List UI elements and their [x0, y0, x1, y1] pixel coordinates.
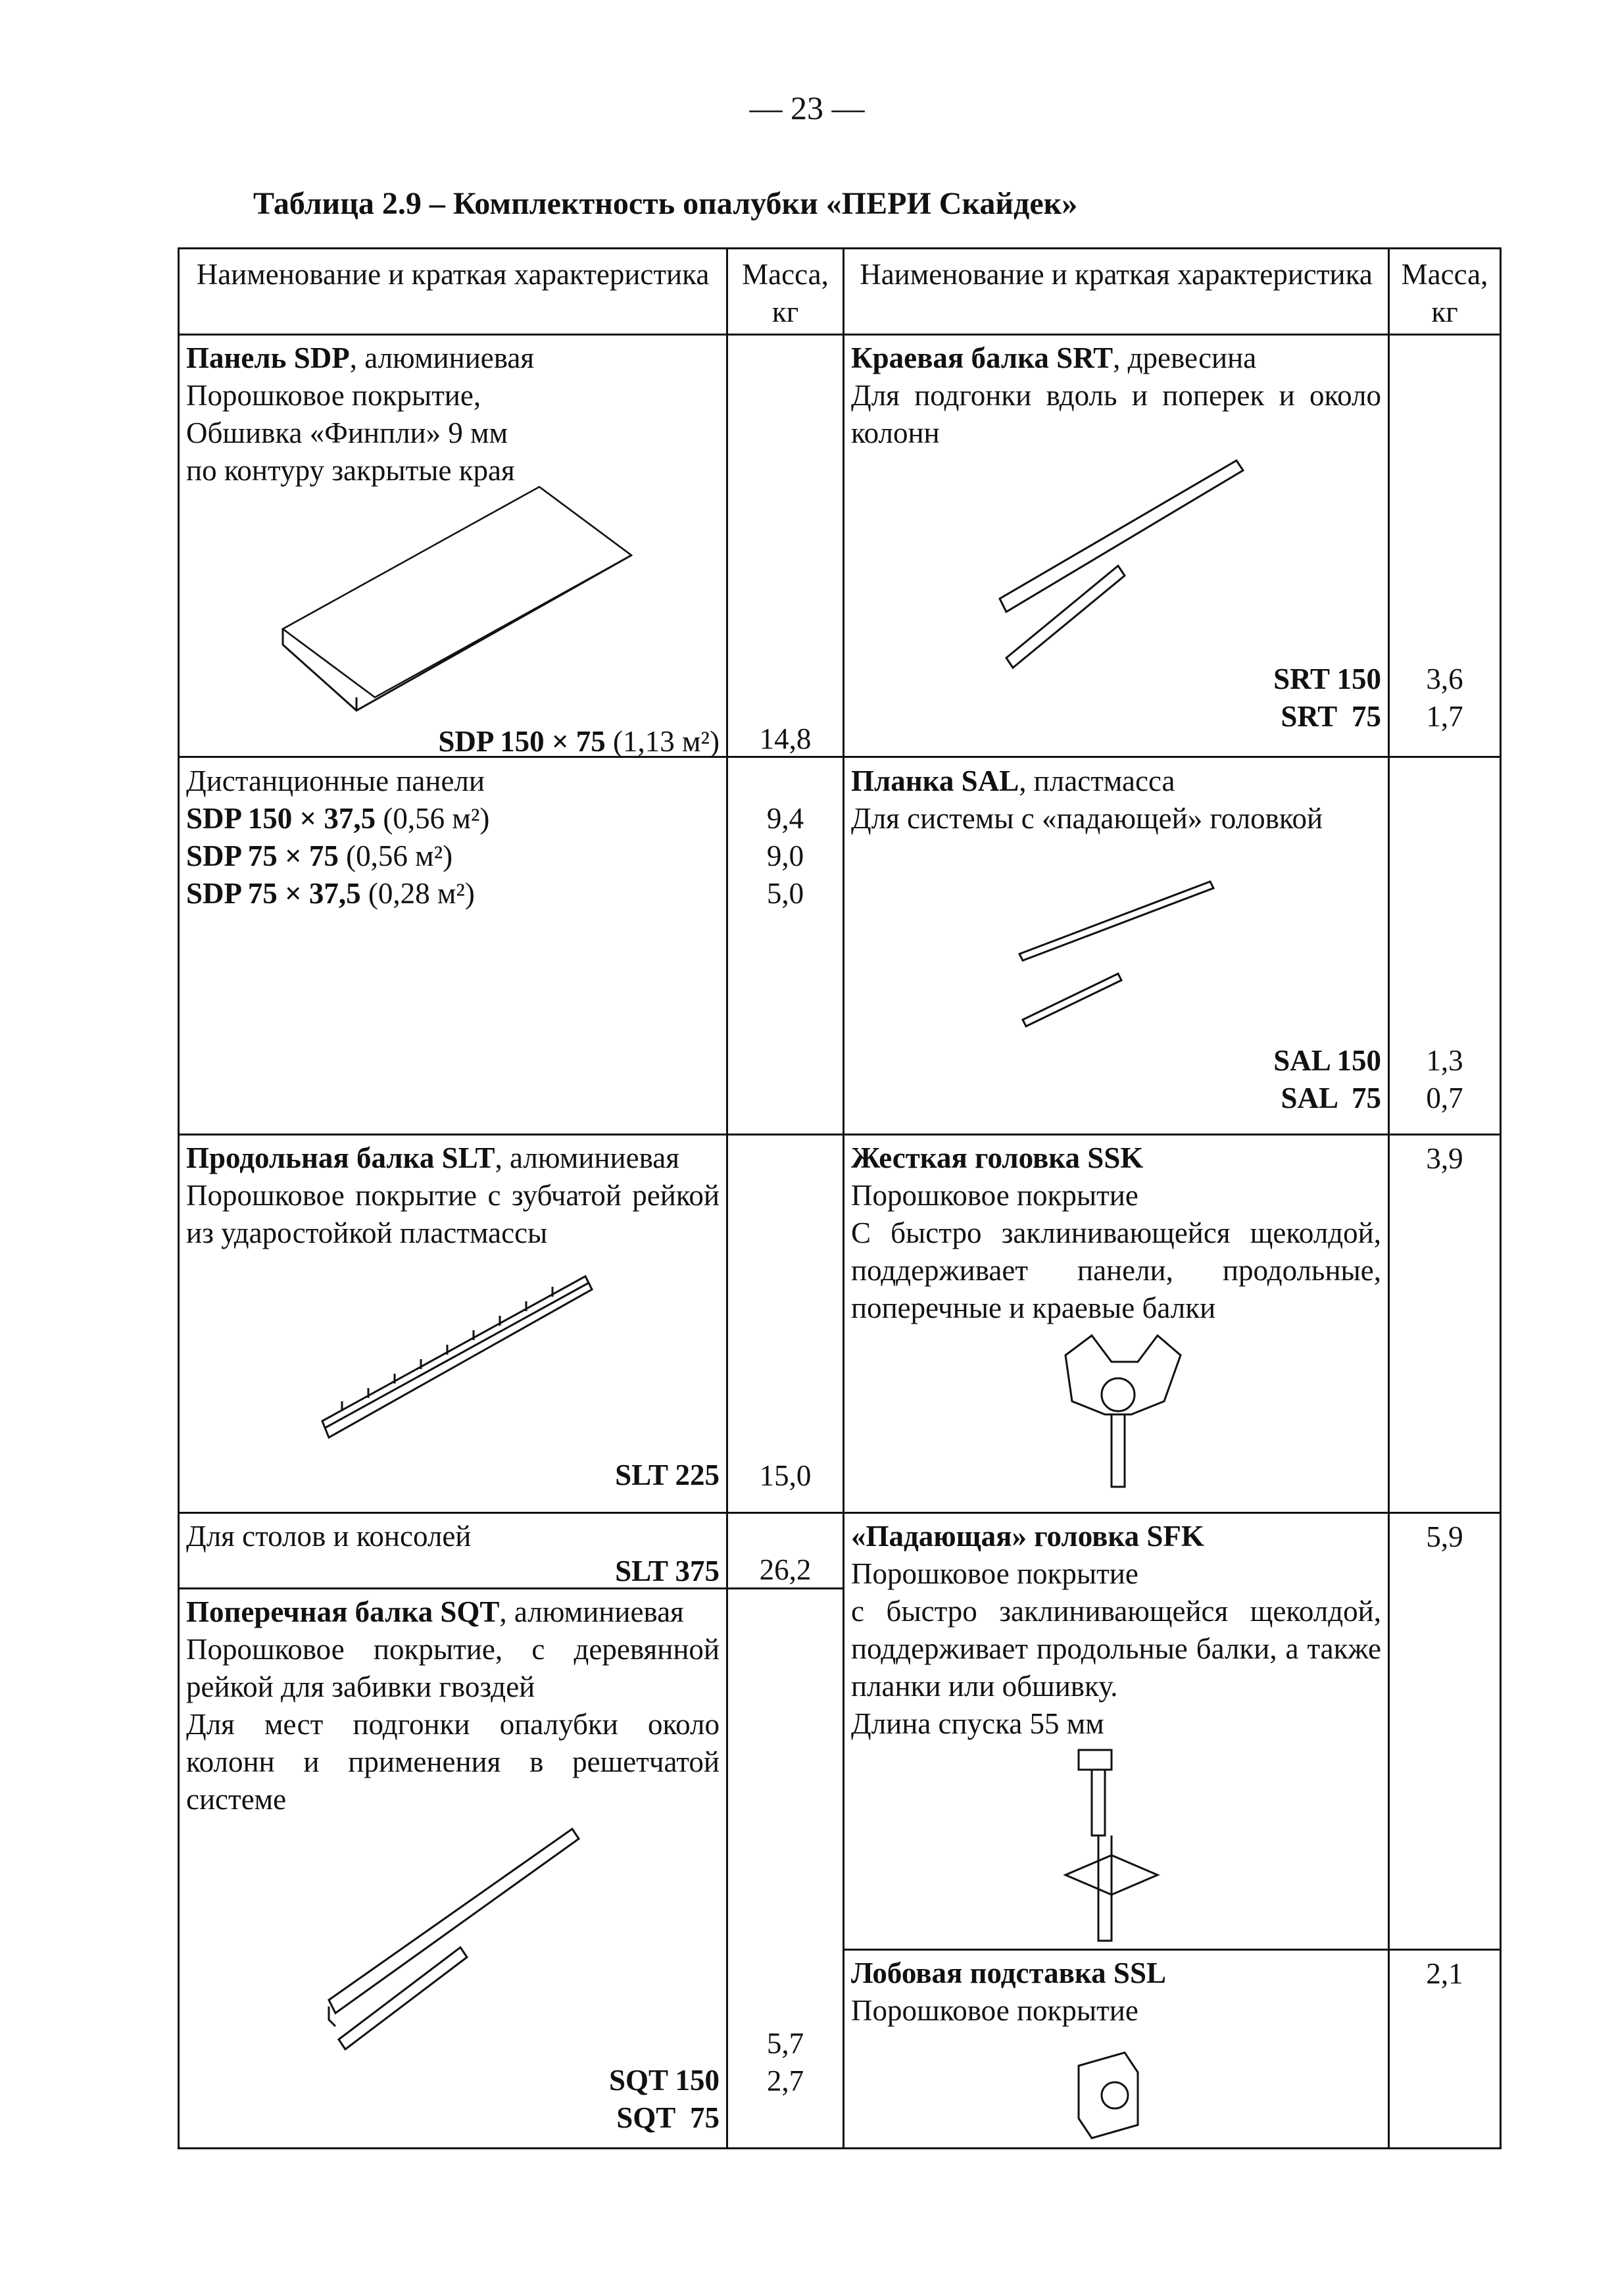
mass-list: 3,6 1,7: [1426, 662, 1463, 733]
item-sqt: Поперечная балка SQT, алюминиевая Порошковое покрытие, с деревянной рейкой для забивки гвоздей Для мест подгонки опалубки около колонн и применения в решетчатой системе: [186, 1595, 720, 1816]
mass-value: 5,9: [1426, 1520, 1463, 1553]
item-slt-375-desc: Для столов и консолей: [186, 1520, 472, 1553]
item-ssl: Лобовая подставка SSL Порошковое покрытие: [851, 1957, 1166, 2027]
item-ssk: Жесткая головка SSK Порошковое покрытие С быстро заклинивающейся щеколдой, поддерживает панели, продольные, поперечные и краевые балки: [851, 1141, 1381, 1324]
sal-strip-drawing: [1019, 882, 1217, 1039]
item-sdp: Панель SDP, алюминиевая Порошковое покрытие, Обшивка «Финпли» 9 мм по контуру закрытые края: [186, 341, 535, 487]
header-mass: Масса, кг: [1401, 258, 1488, 328]
mass-value: 15,0: [759, 1459, 812, 1492]
mass-value: 3,9: [1426, 1142, 1463, 1175]
model-srt: SRT 150 SRT 75: [1273, 662, 1381, 733]
model-sal: SAL 150 SAL 75: [1273, 1044, 1381, 1114]
srt-beam-drawing: [993, 454, 1256, 664]
ssk-head-drawing: [1052, 1335, 1184, 1493]
col-divider: [1388, 247, 1390, 2149]
model-sqt: SQT 150 SQT 75: [609, 2064, 720, 2134]
panel-sdp-drawing: [283, 487, 651, 724]
row-divider: [178, 1134, 1502, 1136]
header-mass: Масса, кг: [742, 258, 829, 328]
table-border: [178, 2147, 1502, 2149]
row-divider: [178, 1512, 1502, 1514]
ssl-support-drawing: [1072, 2053, 1144, 2138]
item-srt: Краевая балка SRT, древесина Для подгонки вдоль и поперек и около колонн: [851, 341, 1381, 449]
mass-list: 1,3 0,7: [1426, 1044, 1463, 1114]
item-distance-panels: Дистанционные панели SDP 150 × 37,5 (0,56 м²) SDP 75 × 75 (0,56 м²) SDP 75 × 37,5 (0,28 м²): [186, 764, 490, 910]
item-sal: Планка SAL, пластмасса Для системы с «падающей» головкой: [851, 764, 1323, 835]
model-slt-375: SLT 375: [615, 1555, 720, 1587]
header-name: Наименование и краткая характеристика: [860, 258, 1373, 291]
mass-list: 9,4 9,0 5,0: [766, 802, 804, 910]
header-name: Наименование и краткая характеристика: [196, 258, 710, 291]
model-slt: SLT 225: [615, 1459, 720, 1491]
table-border: [1500, 247, 1502, 2149]
sqt-beam-drawing: [329, 1829, 592, 2046]
table-border: [178, 247, 1502, 249]
row-divider: [178, 334, 1502, 336]
item-slt: Продольная балка SLT, алюминиевая Порошковое покрытие с зубчатой рейкой из ударостойкой пластмассы: [186, 1141, 720, 1249]
item-sfk: «Падающая» головка SFK Порошковое покрытие с быстро заклинивающейся щеколдой, поддерживает продольные балки, а также планки или обшивку. Длина спуска 55 мм: [851, 1520, 1381, 1740]
model-sdp: SDP 150 × 75 (1,13 м²): [438, 725, 720, 758]
col-divider: [726, 247, 728, 2149]
page-number: — 23 —: [749, 89, 865, 126]
mass-value: 26,2: [759, 1553, 812, 1586]
mass-value: 2,1: [1426, 1957, 1463, 1990]
table-title: Таблица 2.9 – Комплектность опалубки «ПЕРИ Скайдек»: [253, 186, 1078, 221]
row-divider: [843, 1949, 1502, 1951]
mass-value: 14,8: [759, 722, 812, 755]
sfk-head-drawing: [1052, 1750, 1171, 1941]
mass-list: 5,7 2,7: [766, 2027, 804, 2097]
slt-beam-drawing: [322, 1263, 599, 1454]
